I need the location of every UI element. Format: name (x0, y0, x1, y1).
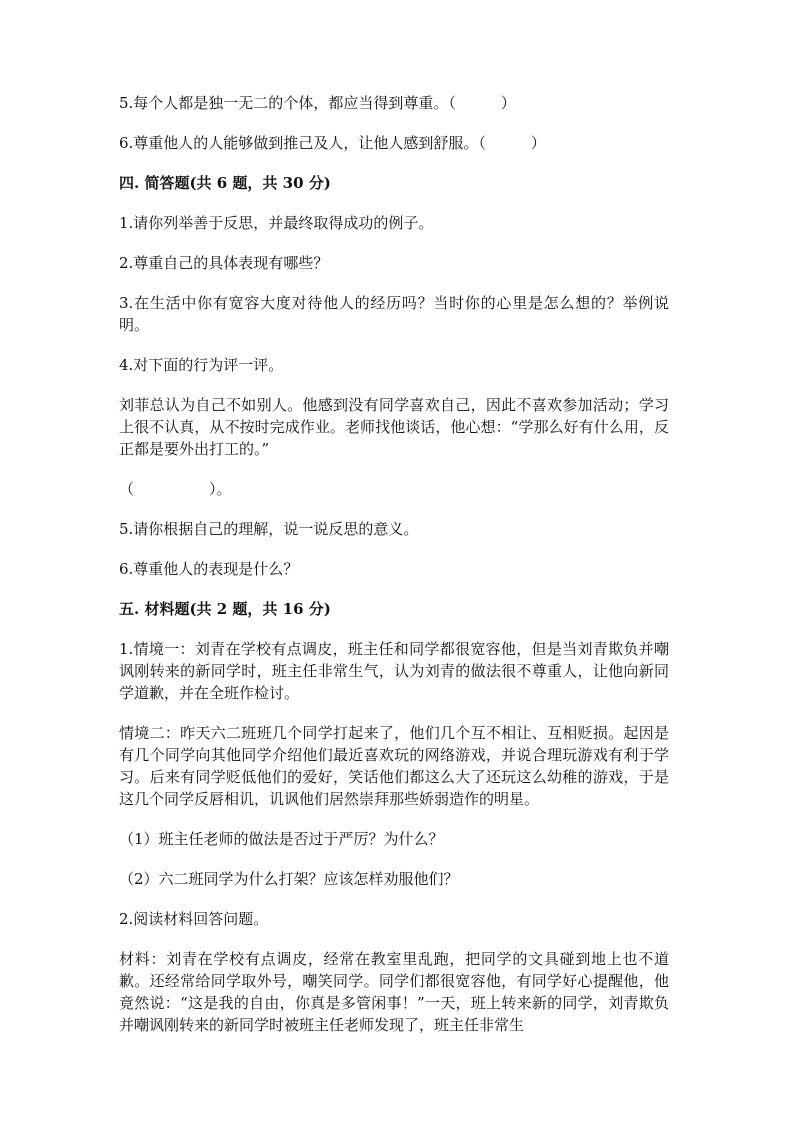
short-answer-4: 4.对下面的行为评一评。 (119, 356, 284, 374)
short-answer-4-material: 刘菲总认为自己不如别人。他感到没有同学喜欢自己，因此不喜欢参加活动；学习上很不认真，从不按时完成作业。老师找他谈话，他心想：“学那么好有什么用，反正都是要外出打工的。” (119, 396, 669, 458)
material-2-text: 材料：刘青在学校有点调皮，经常在教室里乱跑，把同学的文具碰到地上也不道歉。还经常给同学取外号，嘲笑同学。同学们都很宽容他，有同学好心提醒他，他竟然说：“这是我的自由，你真是多管闲事！”一天，班上转来新的同学，刘青欺负并嘲讽刚转来的新同学时被班主任老师发现了，班主任非常生 (119, 950, 669, 1034)
short-answer-2: 2.尊重自己的具体表现有哪些？ (119, 254, 329, 272)
material-1-scene-2: 情境二：昨天六二班班几个同学打起来了，他们几个互不相让、互相贬损。起因是有几个同学向其他同学介绍他们最近喜欢玩的网络游戏，并说合理玩游戏有利于学习。后来有同学贬低他们的爱好，笑话他们都这么大了还玩这么幼稚的游戏，于是这几个同学反唇相讥，讥讽他们居然崇拜那些娇弱造作的明星。 (119, 724, 669, 808)
short-answer-5: 5.请你根据自己的理解，说一说反思的意义。 (119, 520, 419, 538)
document-page (119, 92, 669, 1054)
material-1-question-1: （1）班主任老师的做法是否过于严厉？为什么？ (119, 830, 444, 848)
short-answer-1: 1.请你列举善于反思，并最终取得成功的例子。 (119, 214, 434, 232)
short-answer-6: 6.尊重他人的表现是什么？ (119, 560, 299, 578)
material-1-scene-1: 1.情境一：刘青在学校有点调皮，班主任和同学都很宽容他，但是当刘青欺负并嘲讽刚转来的新同学时，班主任非常生气，认为刘青的做法很不尊重人，让他向新同学道歉，并在全班作检讨。 (119, 640, 669, 702)
section-4-title: 四. 简答题(共 6 题，共 30 分) (119, 174, 331, 192)
tf-question-5: 5.每个人都是独一无二的个体，都应当得到尊重。（ ） (119, 94, 516, 112)
tf-question-6: 6.尊重他人的人能够做到推己及人，让他人感到舒服。（ ） (119, 134, 546, 152)
material-2-title: 2.阅读材料回答问题。 (119, 910, 269, 928)
material-1-question-2: （2）六二班同学为什么打架？应该怎样劝服他们？ (119, 870, 459, 888)
short-answer-4-blank: （ ）。 (119, 480, 232, 498)
short-answer-3: 3.在生活中你有宽容大度对待他人的经历吗？当时你的心里是怎么想的？举例说明。 (119, 294, 669, 334)
section-5-title: 五. 材料题(共 2 题，共 16 分) (119, 600, 331, 618)
